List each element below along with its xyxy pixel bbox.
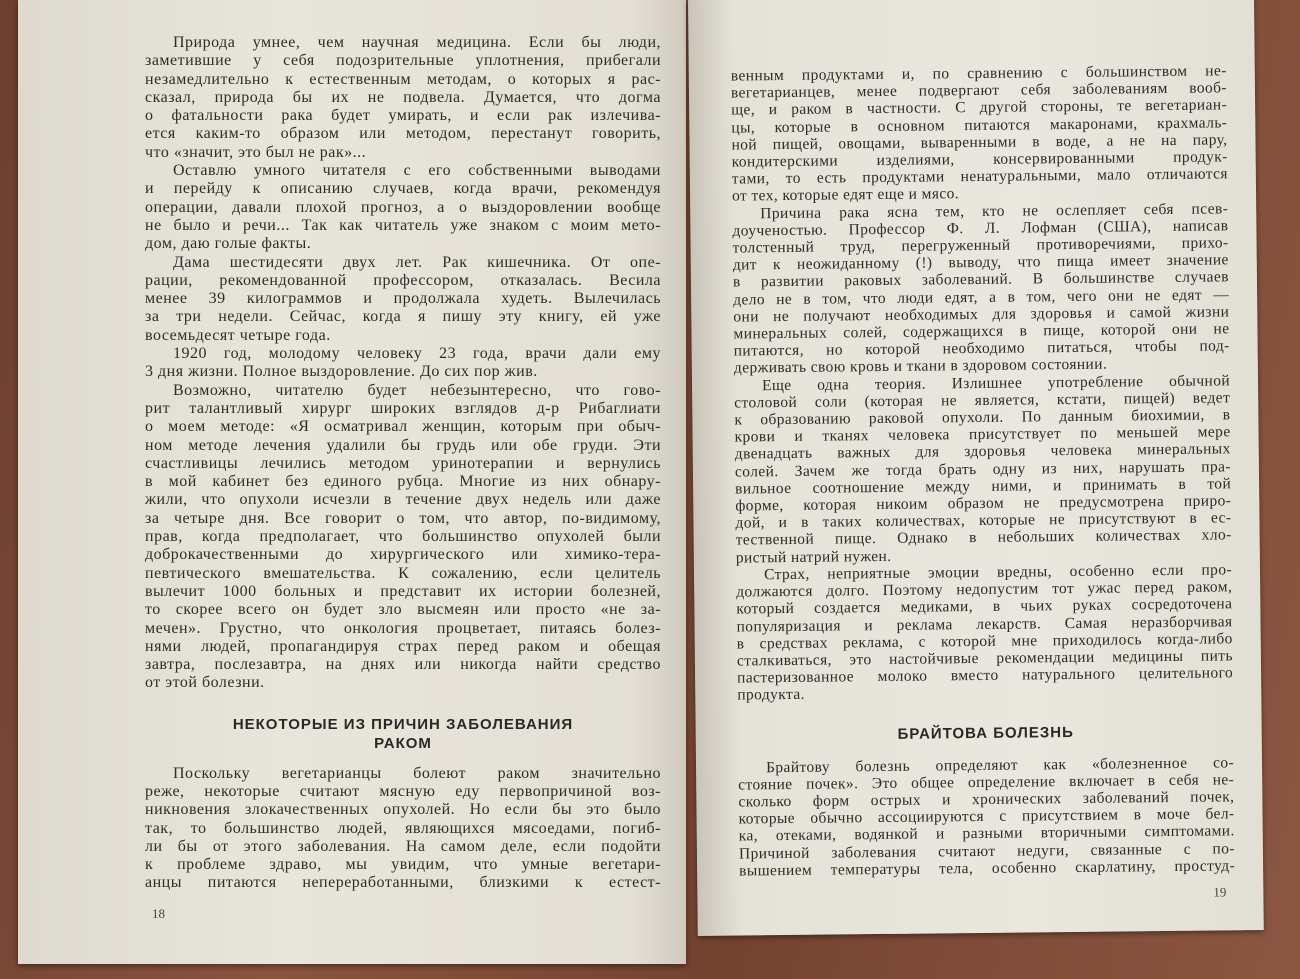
text-line: Причина рака ясна тем, кто не ослепляет себя псев-	[760, 199, 1229, 222]
text-line: операции, давали плохой прогноз, а о выздоровлении вообще	[145, 198, 661, 216]
text-line: рит талантливый хирург широких взглядов д-р Рибаглиати	[145, 399, 661, 417]
text-line: ном методе лечения удалили бы грудь или обе груди. Эти	[145, 436, 661, 454]
text-line: реже, некоторые считают мясную еду первопричиной воз-	[145, 782, 661, 800]
text-line: Брайтову болезнь определяют как «болезненное со-	[765, 753, 1235, 776]
text-line: счастливицы лечились методом уринотерапии и вернулись	[145, 454, 661, 472]
text-line: ка, отеками, водянкой и разными вторичными симптомами.	[738, 822, 1235, 845]
paragraph	[732, 200, 1230, 377]
text-line: заметившие у себя подозрительные уплотнения, прибегали	[145, 52, 661, 70]
paragraph	[145, 345, 661, 382]
text-line: в средствах реклама, с которой мне приходилось когда-либо	[736, 630, 1233, 653]
text-line: минеральных солей, содержащихся в пище, которой они не	[733, 320, 1230, 343]
text-line: о фатальности рака будет умирать, и если рак излечива-	[145, 107, 661, 125]
text-line: толстенный труд, перегруженный противоречиями, прихо-	[732, 234, 1229, 257]
section-heading-cancer-causes	[145, 715, 661, 753]
text-line: популяризация и реклама лекарств. Самая неразборчивая	[736, 612, 1233, 636]
text-line: держивать свою кровь и ткани в здоровом состоянии.	[733, 356, 1108, 377]
text-line: тами, то есть продуктами ненатуральными, мало отличаются	[731, 165, 1228, 188]
text-line: никновения злокачественных опухолей. Но если бы это было	[145, 801, 661, 819]
text-line: продукта.	[737, 686, 806, 704]
text-line: которые обычно ассоциируются с присутствием в моче бел-	[738, 805, 1235, 828]
text-line: доученостью. Профессор Ф. Л. Лофман (США), написав	[732, 217, 1229, 240]
text-line: к проблеме здраво, мы увидим, что умные вегетари-	[145, 856, 661, 874]
text-line: от этой болезни.	[145, 674, 265, 692]
paragraph	[738, 754, 1235, 880]
paragraph	[145, 162, 661, 253]
right-paragraphs-before	[731, 62, 1234, 704]
text-line: Дама шестидесяти двух лет. Рак кишечника. От опе-	[173, 253, 661, 271]
text-line: кондитерскими изделиями, консервированными продук-	[731, 148, 1228, 171]
text-line: прав, когда предполагает, что большинство опухолей были	[145, 528, 661, 546]
paragraph	[736, 561, 1233, 704]
paragraph	[731, 62, 1228, 205]
text-line: за четыре дня. Все говорит о том, что автор, по-видимому,	[145, 509, 661, 527]
right-paragraphs-after	[738, 754, 1235, 880]
text-line: нями людей, пропагандируя страх перед раком и обещая	[145, 637, 661, 655]
left-text-column	[145, 34, 661, 893]
heading-line: НЕКОТОРЫЕ ИЗ ПРИЧИН ЗАБОЛЕВАНИЯ	[232, 715, 574, 733]
text-line: крови и тканях человека присутствует по меньшей мере	[734, 423, 1231, 446]
text-line: ще, и раком в частности. С другой стороны, те вегетариан-	[731, 96, 1228, 119]
text-line: в развитии раковых заболеваний. В большинстве случаев	[732, 268, 1230, 291]
text-line: ристый натрий нужен.	[735, 547, 892, 567]
text-line: вылечит 1000 больных и представит их истории болезней,	[145, 582, 661, 600]
text-line: так, то большинство людей, являющихся мясоедами, погиб-	[145, 819, 661, 837]
text-line: питаются, но которой необходимо питаться, чтобы под-	[733, 337, 1230, 360]
text-line: Страх, неприятные эмоции вредны, особенно если про-	[763, 561, 1233, 584]
text-line: незамедлительно к естественным методам, о которых я рас-	[145, 70, 661, 88]
text-line: ется каким-то образом или методом, перестанут говорить,	[145, 125, 661, 143]
text-line: дой, и в таких количествах, которые не присутствуют в ес-	[735, 509, 1232, 532]
text-line: мечен». Грустно, что онкология процветает, питаясь болез-	[145, 619, 661, 637]
page-number-right: 19	[1213, 884, 1227, 900]
text-line: дит к неожиданному (!) выводу, что пища имеет значение	[732, 251, 1229, 274]
text-line: который создается медиками, в чьих руках сосредоточена	[736, 595, 1233, 618]
section-heading-brights-disease	[738, 721, 1234, 745]
text-line: стояние почек». Это общее определение включает в себя не-	[738, 771, 1235, 794]
text-line: венным продуктами и, по сравнению с большинством не-	[730, 62, 1227, 85]
left-page	[18, 0, 686, 964]
heading-line: РАКОМ	[374, 734, 432, 752]
text-line: должаются долго. Поэтому недопустим тот ужас перед раком,	[736, 578, 1233, 601]
text-line: вильное соотношение между ними, и принимать в той	[735, 475, 1232, 498]
text-line: доброкачественными до хирургического или химико-тера-	[145, 546, 661, 564]
text-line: Возможно, читателю будет небезынтересно, что гово-	[173, 381, 661, 399]
paragraph	[145, 254, 661, 345]
text-line: Причиной заболевания считают недуги, связанные с по-	[738, 839, 1236, 863]
text-line: пастеризованное молоко вместо натурального целительного	[737, 664, 1234, 687]
paragraph	[734, 372, 1232, 566]
right-text-column	[731, 62, 1235, 879]
text-line: восемьдесят четыре года.	[145, 326, 331, 344]
text-line: Поскольку вегетарианцы болеют раком значительно	[173, 764, 661, 782]
text-line: они не получают необходимых для здоровья и самой жизни	[733, 303, 1230, 326]
heading-line: БРАЙТОВА БОЛЕЗНЬ	[897, 723, 1074, 743]
text-line: рации, рекомендованной профессором, отказалась. Весила	[145, 271, 661, 289]
text-line: Еще одна теория. Излишнее употребление обычной	[761, 372, 1231, 394]
text-line: в мой кабинет без единого рубца. Многие из них обнару-	[145, 473, 661, 491]
text-line: цы, которые в основном питаются макаронами, крахмаль-	[731, 113, 1228, 137]
text-line: завтра, послезавтра, на днях или никогда найти средство	[145, 656, 661, 674]
text-line: ной пищей, овощами, вываренными в воде, а не на пару,	[731, 131, 1228, 154]
text-line: 1920 год, молодому человеку 23 года, врачи дали ему	[173, 345, 661, 363]
text-line: сколько форм острых и хронических заболеваний почек,	[738, 788, 1235, 811]
text-line: солей. Зачем же тогда брать одну из них, нарушать пра-	[734, 458, 1232, 481]
paragraph	[145, 34, 661, 162]
paragraph	[145, 765, 661, 893]
text-line: к образованию раковой опухоли. По данным биохимии, в	[734, 406, 1231, 429]
text-line: о моем методе: «Я осматривал женщин, которым при обыч-	[145, 418, 661, 436]
text-line: анцы питаются непереработанными, близкими к естест-	[145, 874, 661, 892]
text-line: дело не в том, что люди едят, а в том, чего они не едят —	[733, 285, 1230, 309]
text-line: ли бы от этого заболевания. На самом деле, если подойти	[145, 837, 661, 855]
text-line: что «значит, это был не рак»...	[145, 143, 367, 161]
text-line: менее 39 килограммов и продолжала худеть. Вылечилась	[145, 290, 661, 308]
text-line: форме, которая никоим образом не предусмотрена приро-	[735, 492, 1232, 515]
text-line: то скорее всего он будет зло высмеян или просто «не за-	[145, 601, 661, 619]
left-paragraphs-before	[145, 34, 661, 693]
left-paragraphs-after	[145, 765, 661, 893]
text-line: двенадцать важных для здоровья человека минеральных	[734, 440, 1231, 464]
text-line: Природа умнее, чем научная медицина. Если бы люди,	[173, 34, 661, 51]
text-line: жили, что опухоли исчезли в течение двух недель или даже	[145, 491, 661, 509]
text-line: сталкиваться, это настойчивые рекомендации медицины пить	[736, 647, 1233, 670]
text-line: от тех, которые едят еще и мясо.	[731, 185, 960, 205]
paragraph	[145, 382, 661, 693]
text-line: не было и речи... Так как читатель уже знаком с моим мето-	[145, 216, 661, 234]
text-line: вышением температуры тела, особенно скарлатину, простуд-	[739, 857, 1236, 880]
text-line: певтического вмешательства. К сожалению, если целитель	[145, 564, 661, 582]
text-line: вегетарианцев, менее подвергают себя заболеваниям вооб-	[730, 79, 1228, 102]
text-line: Оставлю умного читателя с его собственными выводами	[173, 162, 661, 180]
text-line: за три недели. Сейчас, когда я пишу эту книгу, ей уже	[145, 308, 661, 326]
text-line: и перейду к описанию случаев, когда врачи, рекомендуя	[145, 180, 661, 198]
text-line: тественной пище. Однако в небольших количествах хло-	[735, 526, 1232, 550]
text-line: столовой соли (которая не является, кстати, пищей) ведет	[734, 389, 1231, 412]
right-page	[688, 0, 1264, 936]
text-line: сказал, природа бы их не подвела. Думается, что догма	[145, 88, 661, 106]
page-number-left: 18	[152, 906, 165, 921]
text-line: дом, даю голые факты.	[145, 235, 312, 253]
text-line: 3 дня жизни. Полное выздоровление. До сих пор жив.	[145, 363, 538, 381]
